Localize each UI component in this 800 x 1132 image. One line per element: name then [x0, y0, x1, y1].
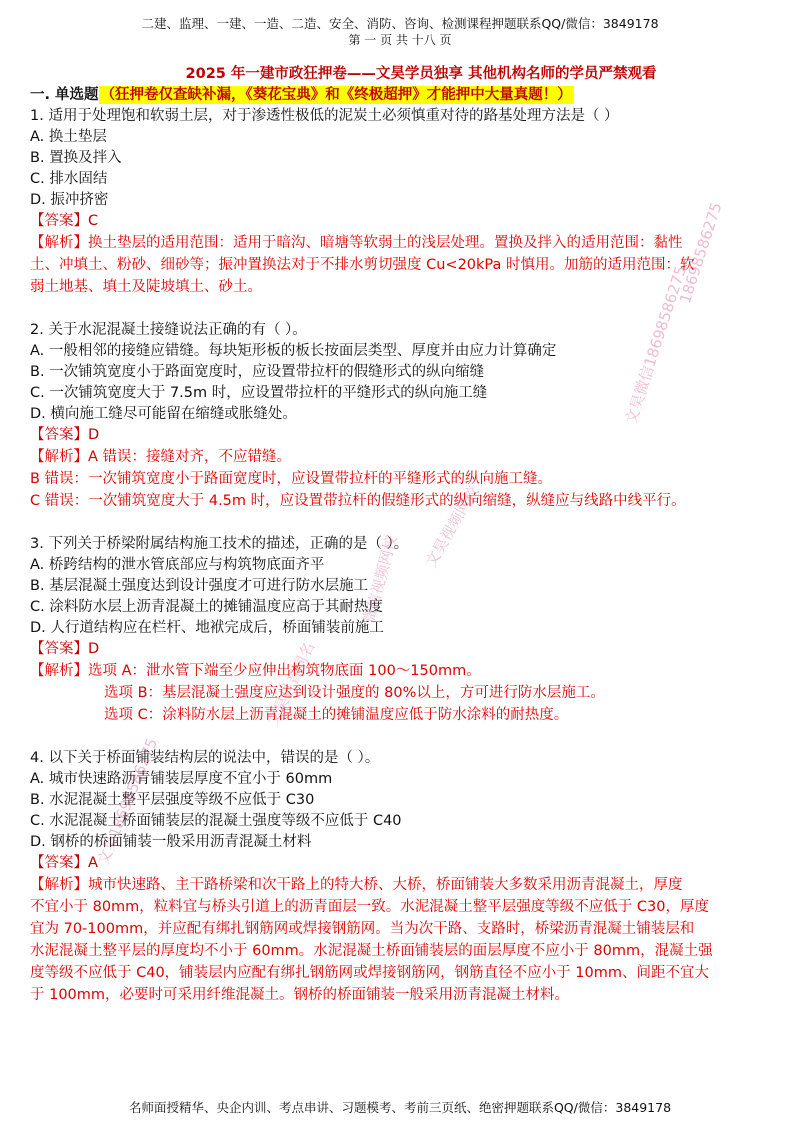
answer: 【答案】C	[30, 213, 99, 229]
page-title: 2025 年一建市政狂押卷——文昊学员独享 其他机构名师的学员严禁观看	[185, 66, 657, 82]
option-d: D. 钢桥的桥面铺装一般采用沥青混凝土材料	[30, 834, 312, 850]
watermark-text: 文昊18698586275	[93, 735, 162, 868]
analysis-line: 弱土地基、填土及陡坡填土、砂土。	[30, 279, 262, 295]
question-4	[30, 748, 772, 1006]
option-c: C. 一次铺筑宽度大于 7.5m 时，应设置带拉杆的平缝形式的纵向施工缝	[30, 385, 488, 401]
analysis-line: 度等级不应低于 C40，铺装层内应配有绑扎钢筋网或焊接钢筋网，钢筋直径不应小于 10mm、间距不宜大	[30, 965, 709, 981]
option-a: A. 城市快速路沥青铺装层厚度不宜小于 60mm	[30, 771, 333, 787]
option-d: D. 振冲挤密	[30, 192, 109, 208]
option-c: C. 排水固结	[30, 171, 108, 187]
watermark-text: 文昊抖音同名	[263, 639, 319, 729]
section-label: 一. 单选题	[30, 87, 99, 103]
watermark-text: 文昊视频网校	[421, 483, 483, 570]
option-a: A. 换土垫层	[30, 129, 107, 145]
option-c: C. 涂料防水层上沥青混凝土的摊铺温度应高于其耐热度	[30, 599, 383, 615]
analysis	[30, 232, 772, 298]
analysis-line: 【解析】换土垫层的适用范围：适用于暗沟、暗塘等软弱土的浅层处理。置换及拌入的适用范围：黏性	[30, 235, 683, 251]
analysis	[30, 874, 772, 1006]
analysis-line: 土、冲填土、粉砂、细砂等；振冲置换法对于不排水剪切强度 Cu<20kPa 时慎用。加筋的适用范围：软	[30, 257, 695, 273]
section-heading	[30, 84, 772, 106]
analysis	[30, 660, 772, 726]
answer: 【答案】D	[30, 427, 100, 443]
question-3	[30, 534, 772, 729]
option-c: C. 水泥混凝土桥面铺装层的混凝土强度等级不应低于 C40	[30, 813, 402, 829]
header-contact: 二建、监理、一建、一造、二造、安全、消防、咨询、检测课程押题联系QQ/微信：3849178	[141, 16, 659, 31]
analysis-line: C 错误：一次铺筑宽度大于 4.5m 时，应设置带拉杆的假缝形式的纵向缩缝，纵缝应与线路中线平行。	[30, 493, 686, 509]
option-b: B. 置换及拌入	[30, 150, 122, 166]
analysis-line: 【解析】城市快速路、主干路桥梁和次干路上的特大桥、大桥，桥面铺装大多数采用沥青混凝土，厚度	[30, 877, 683, 893]
option-d: D. 人行道结构应在栏杆、地袱完成后，桥面铺装前施工	[30, 620, 384, 636]
watermark-text: 18698586275	[676, 200, 726, 306]
analysis-line: 选项 B：基层混凝土强度应达到设计强度的 80%以上，方可进行防水层施工。	[104, 685, 605, 701]
content-area	[30, 64, 772, 1006]
analysis-line: 于 100mm，必要时可采用纤维混凝土。钢桥的桥面铺装一般采用沥青混凝土材料。	[30, 987, 570, 1003]
question-2	[30, 320, 772, 512]
question-1	[30, 106, 772, 298]
analysis-line: 【解析】选项 A：泄水管下端至少应伸出构筑物底面 100～150mm。	[30, 663, 481, 679]
option-d: D. 横向施工缝尽可能留在缩缝或胀缝处。	[30, 406, 297, 422]
analysis-line: 水泥混凝土整平层的厚度均不小于 60mm。水泥混凝土桥面铺装层的面层厚度不应小于 80mm，混凝土强	[30, 943, 713, 959]
watermark-text: 文昊微信18698586275	[621, 263, 691, 427]
question-stem: 2. 关于水泥混凝土接缝说法正确的有（ ）。	[30, 322, 307, 338]
footer-contact: 名师面授精华、央企内训、考点串讲、习题模考、考前三页纸、绝密押题联系QQ/微信：3849178	[128, 1100, 672, 1115]
option-a: A. 桥跨结构的泄水管底部应与构筑物底面齐平	[30, 557, 325, 573]
option-b: B. 水泥混凝土整平层强度等级不应低于 C30	[30, 792, 315, 808]
analysis	[30, 446, 772, 512]
section-highlight-note: （狂押卷仅查缺补漏，《葵花宝典》和《终极超押》才能押中大量真题！）	[100, 87, 572, 103]
watermark-text: 微信视频网校	[359, 533, 401, 626]
analysis-line: 宜为 70-100mm，并应配有绑扎钢筋网或焊接钢筋网。当为次干路、支路时，桥梁沥青混凝土铺装层和	[30, 921, 695, 937]
question-stem: 4. 以下关于桥面铺装结构层的说法中，错误的是（ ）。	[30, 750, 380, 766]
answer: 【答案】A	[30, 855, 98, 871]
analysis-line: B 错误：一次铺筑宽度小于路面宽度时，应设置带拉杆的平缝形式的纵向施工缝。	[30, 471, 553, 487]
question-stem: 3. 下列关于桥梁附属结构施工技术的描述，正确的是（ ）。	[30, 536, 409, 552]
question-stem: 1. 适用于处理饱和软弱土层，对于渗透性极低的泥炭土必须慎重对待的路基处理方法是（ ）	[30, 108, 619, 124]
answer: 【答案】D	[30, 641, 100, 657]
option-b: B. 一次铺筑宽度小于路面宽度时，应设置带拉杆的假缝形式的纵向缩缝	[30, 364, 485, 380]
page-number: 第 一 页 共 十八 页	[348, 33, 452, 47]
analysis-line: 选项 C：涂料防水层上沥青混凝土的摊铺温度应低于防水涂料的耐热度。	[104, 707, 569, 723]
option-a: A. 一般相邻的接缝应错缝。每块矩形板的板长按面层类型、厚度并由应力计算确定	[30, 343, 557, 359]
option-b: B. 基层混凝土强度达到设计强度才可进行防水层施工	[30, 578, 369, 594]
analysis-line: 【解析】A 错误：接缝对齐，不应错缝。	[30, 449, 292, 465]
analysis-line: 不宜小于 80mm，粒料宜与桥头引道上的沥青面层一致。水泥混凝土整平层强度等级不应低于 C30，厚度	[30, 899, 709, 915]
